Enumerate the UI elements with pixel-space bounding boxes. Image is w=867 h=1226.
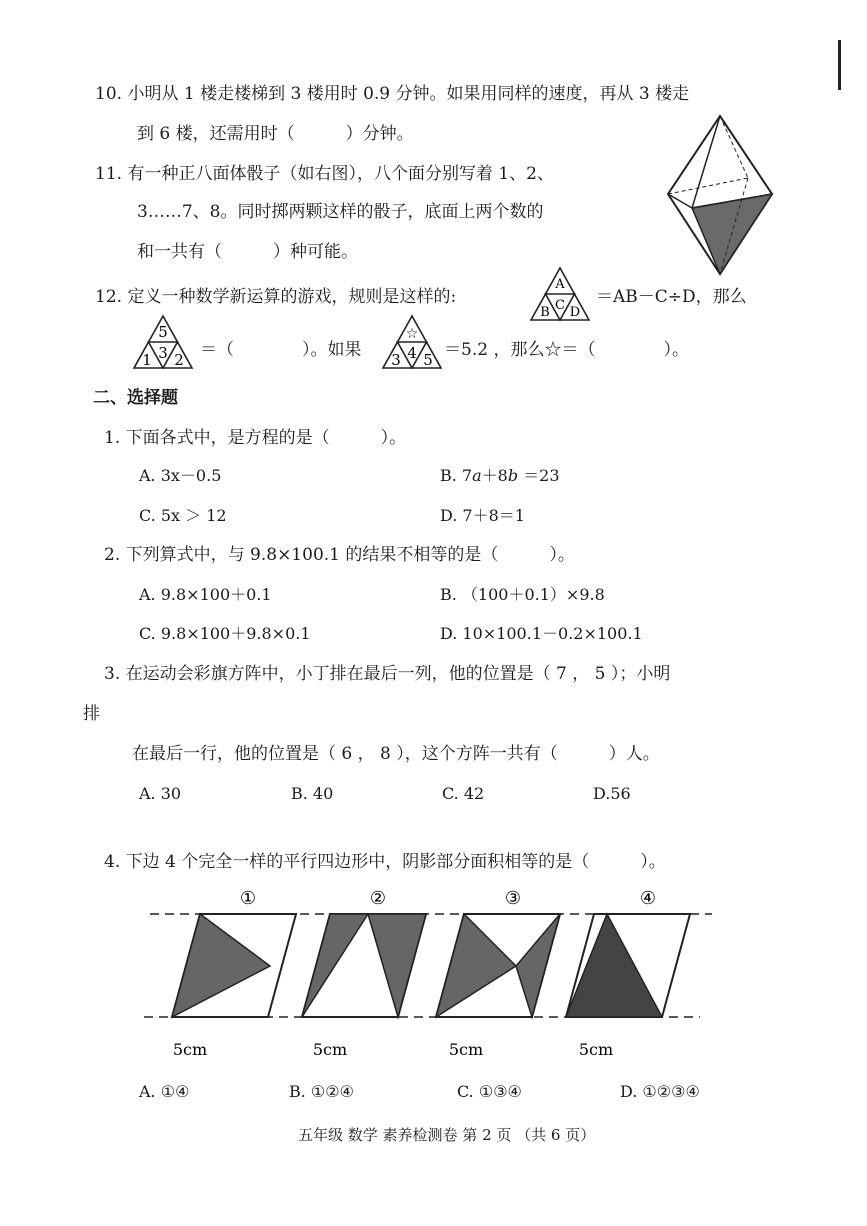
q10-line2: 到 6 楼，还需用时（ ）分钟。	[137, 124, 414, 144]
shape-label-3: ③	[504, 888, 522, 909]
mc-q4-option-d: D. ①②③④	[620, 1082, 700, 1101]
mc-q4-option-c: C. ①③④	[457, 1082, 522, 1101]
mc-q4-stem: 4. 下边 4 个完全一样的平行四边形中，阴影部分面积相等的是（ ）。	[104, 852, 666, 872]
tri-rule-d: D	[569, 305, 581, 320]
tri-rule-b: B	[540, 305, 550, 320]
q12-condition: ＝5.2 ，那么☆＝（ ）。	[444, 340, 689, 360]
mc-q3-line1: 3. 在运动会彩旗方阵中，小丁排在最后一列，他的位置是（ 7 ， 5 ）；小明	[104, 664, 671, 684]
tri-star-top: ☆	[405, 326, 419, 342]
mc-q1-option-d: D. 7＋8＝1	[440, 506, 525, 525]
mc-q2-option-b: B. （100＋0.1）×9.8	[440, 585, 605, 604]
q12-blank1: ＝（ ）。如果	[200, 340, 362, 360]
q11-line1: 11. 有一种正八面体骰子（如右图），八个面分别写着 1、2、	[95, 164, 554, 184]
mc-q2-option-a: A. 9.8×100＋0.1	[139, 585, 272, 604]
shape-label-1: ①	[239, 888, 257, 909]
mc-q1-option-c: C. 5x ＞ 12	[139, 506, 227, 525]
parallelogram-1	[172, 914, 296, 1017]
q12-rule: ＝AB－C÷D，那么	[596, 287, 747, 307]
tri-star-right: 5	[423, 351, 433, 369]
tri-q-left: 1	[142, 351, 152, 369]
mc-q4-option-a: A. ①④	[139, 1082, 190, 1101]
mc-q3-option-c: C. 42	[442, 784, 485, 803]
parallelogram-2	[302, 914, 426, 1017]
q11-line2: 3……7、8。同时掷两颗这样的骰子，底面上两个数的	[137, 202, 544, 222]
tri-q-mid: 3	[158, 344, 168, 362]
section-heading: 二、选择题	[93, 388, 178, 408]
mc-q2-stem: 2. 下列算式中，与 9.8×100.1 的结果不相等的是（ ）。	[104, 545, 575, 565]
triangle-star-figure	[381, 314, 443, 370]
tri-rule-a: A	[555, 277, 565, 292]
q10-line1: 10. 小明从 1 楼走楼梯到 3 楼用时 0.9 分钟。如果用同样的速度，再从 3 楼走	[95, 84, 690, 104]
mc-q3-option-d: D.56	[593, 784, 631, 803]
q11-line3: 和一共有（ ）种可能。	[137, 242, 358, 262]
mc-q3-option-a: A. 30	[139, 784, 182, 803]
mc-q3-line3: 在最后一行，他的位置是（ 6 ， 8 ），这个方阵一共有（ ）人。	[132, 744, 660, 764]
mc-q2-option-d: D. 10×100.1－0.2×100.1	[440, 624, 643, 643]
mc-q1-stem: 1. 下面各式中，是方程的是（ ）。	[104, 428, 407, 448]
page-footer: 五年级 数学 素养检测卷 第 2 页 （共 6 页）	[298, 1126, 596, 1144]
triangle-question-figure	[132, 314, 194, 370]
base-label-2: 5cm	[312, 1040, 348, 1059]
tri-q-top: 5	[158, 323, 168, 341]
mc-q3-line2: 排	[83, 704, 100, 724]
shape-label-4: ④	[639, 888, 657, 909]
q12-line1: 12. 定义一种数学新运算的游戏，规则是这样的:	[95, 287, 457, 307]
triangle-rule-figure	[529, 266, 591, 322]
base-label-3: 5cm	[448, 1040, 484, 1059]
tri-q-right: 2	[174, 351, 184, 369]
tri-rule-c: C	[555, 298, 565, 313]
parallelogram-4	[566, 914, 690, 1017]
tri-star-left: 3	[391, 351, 401, 369]
parallelograms-figure	[0, 880, 867, 1059]
mc-q2-option-c: C. 9.8×100＋9.8×0.1	[139, 624, 311, 643]
parallelogram-3	[436, 914, 560, 1017]
tri-star-mid: 4	[407, 344, 417, 362]
mc-q1-option-a: A. 3x－0.5	[139, 466, 222, 485]
base-label-1: 5cm	[172, 1040, 208, 1059]
mc-q1-option-b: B. 7a＋8b ＝23	[440, 466, 560, 485]
mc-q4-option-b: B. ①②④	[289, 1082, 354, 1101]
base-label-4: 5cm	[578, 1040, 614, 1059]
mc-q3-option-b: B. 40	[291, 784, 334, 803]
scan-edge-mark	[838, 40, 841, 90]
shape-label-2: ②	[369, 888, 387, 909]
octahedron-figure	[650, 112, 790, 282]
